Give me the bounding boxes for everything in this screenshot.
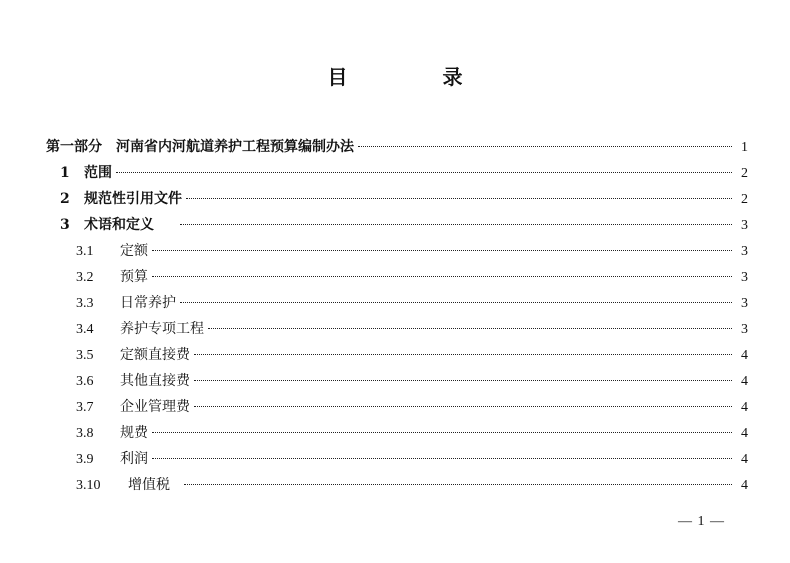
toc-entry-label: 其他直接费 [120, 373, 190, 389]
toc-entry-number: 3.5 [76, 348, 94, 363]
toc-entry-label: 河南省内河航道养护工程预算编制办法 [116, 139, 354, 155]
toc-page-number: 4 [741, 348, 748, 363]
toc-entry-3-9[interactable] [0, 446, 748, 472]
toc-entry-label: 预算 [120, 269, 148, 285]
toc-entry-3-5[interactable] [0, 342, 748, 368]
toc-entry-label: 规费 [120, 425, 148, 441]
toc-entry-number: 3.8 [76, 426, 94, 441]
toc-page-number: 4 [741, 452, 748, 467]
toc-entry-label: 企业管理费 [120, 399, 190, 415]
toc-dot-leader [194, 380, 732, 381]
page-number-footer: — 1 — [678, 514, 725, 529]
toc-page-number: 2 [741, 166, 748, 181]
toc-page-number: 4 [741, 426, 748, 441]
toc-dot-leader [194, 406, 732, 407]
toc-dot-leader [180, 224, 732, 225]
toc-dot-leader [152, 276, 732, 277]
toc-entry-3-8[interactable] [0, 420, 748, 446]
toc-entry-label: 利润 [120, 451, 148, 467]
toc-entry-number: 3 [60, 217, 70, 233]
toc-entry-label: 范围 [84, 165, 112, 181]
toc-entry-2[interactable] [0, 186, 748, 212]
toc-page-number: 3 [741, 244, 748, 259]
toc-dot-leader [186, 198, 732, 199]
toc-page-number: 3 [741, 296, 748, 311]
toc-entry-part-1[interactable] [0, 134, 748, 160]
toc-entry-3-4[interactable] [0, 316, 748, 342]
toc-entry-label: 定额 [120, 243, 148, 259]
toc-dot-leader [194, 354, 732, 355]
toc-entry-1[interactable] [0, 160, 748, 186]
toc-entry-number: 3.9 [76, 452, 94, 467]
toc-page-number: 3 [741, 270, 748, 285]
toc-entry-3-1[interactable] [0, 238, 748, 264]
toc-page-number: 3 [741, 218, 748, 233]
toc-page-number: 4 [741, 478, 748, 493]
toc-entry-3-3[interactable] [0, 290, 748, 316]
toc-dot-leader [358, 146, 732, 147]
toc-entry-number: 3.7 [76, 400, 94, 415]
toc-entry-number: 3.10 [76, 478, 101, 493]
toc-entry-label: 术语和定义 [84, 217, 154, 233]
toc-entry-number: 1 [60, 165, 70, 181]
toc-entry-3-10[interactable] [0, 472, 748, 498]
toc-page-number: 1 [741, 140, 748, 155]
toc-entry-number: 3.1 [76, 244, 94, 259]
toc-page-number: 3 [741, 322, 748, 337]
toc-entry-3[interactable] [0, 212, 748, 238]
toc-entry-label: 养护专项工程 [120, 321, 204, 337]
toc-dot-leader [116, 172, 732, 173]
toc-entry-label: 定额直接费 [120, 347, 190, 363]
toc-entry-number: 3.3 [76, 296, 94, 311]
toc-dot-leader [152, 432, 732, 433]
toc-dot-leader [184, 484, 732, 485]
toc-entry-label: 日常养护 [120, 295, 176, 311]
toc-page-number: 2 [741, 192, 748, 207]
toc-entry-number: 3.6 [76, 374, 94, 389]
toc-entry-label: 增值税 [128, 477, 170, 493]
page-title: 目 录 [327, 65, 507, 89]
toc-entry-number: 第一部分 [46, 139, 102, 155]
toc-entry-number: 3.4 [76, 322, 94, 337]
toc-entry-3-7[interactable] [0, 394, 748, 420]
toc-dot-leader [180, 302, 732, 303]
toc-entry-3-6[interactable] [0, 368, 748, 394]
toc-entry-label: 规范性引用文件 [84, 191, 182, 207]
toc-entry-number: 3.2 [76, 270, 94, 285]
toc-dot-leader [152, 250, 732, 251]
toc-page-number: 4 [741, 400, 748, 415]
toc-entry-number: 2 [60, 191, 70, 207]
toc-page-number: 4 [741, 374, 748, 389]
toc-dot-leader [152, 458, 732, 459]
toc-dot-leader [208, 328, 732, 329]
toc-entry-3-2[interactable] [0, 264, 748, 290]
